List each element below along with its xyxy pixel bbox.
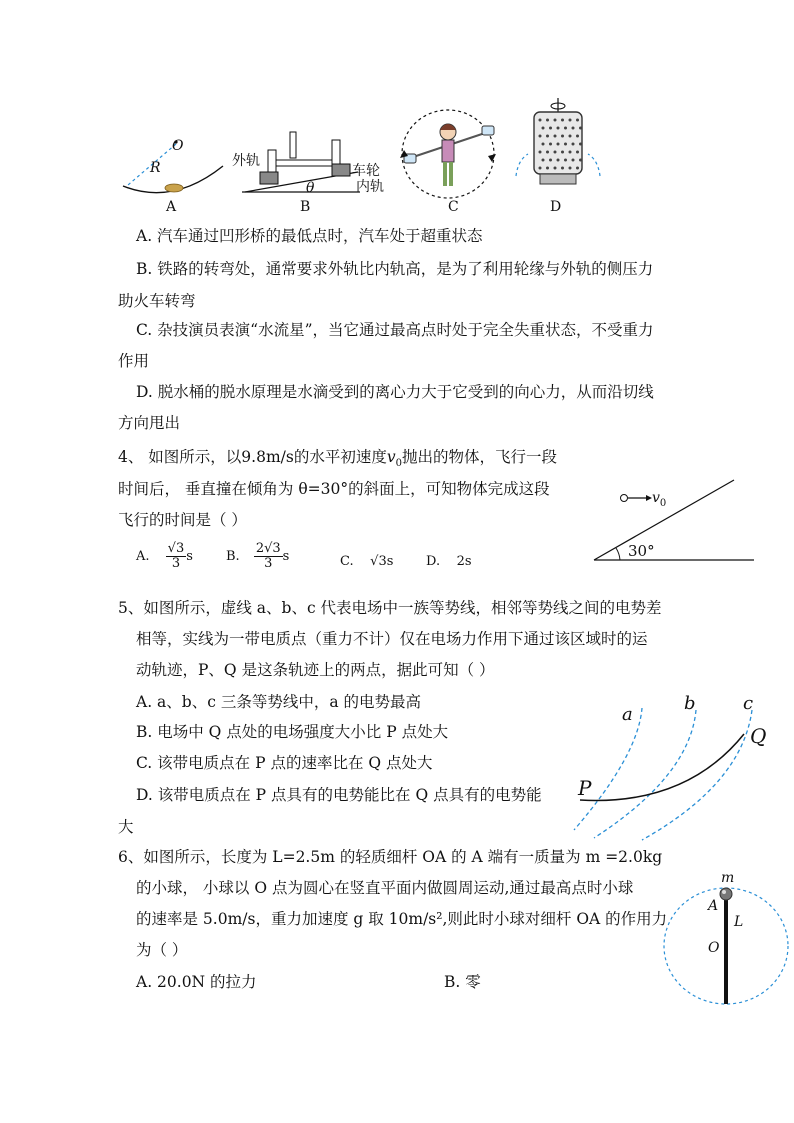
q5-stem-line2: 相等，实线为一带电质点（重力不计）仅在电场力作用下通过该区域时的运	[136, 630, 648, 648]
figure-c-water-meteor	[398, 106, 498, 202]
q5-option-d-line1: D. 该带电质点在 P 点具有的电势能比在 Q 点具有的电势能	[136, 786, 542, 804]
q5-figure-label-p: P	[578, 776, 592, 800]
q4-option-d: D. 2s	[426, 554, 472, 569]
figure-label-d: D	[550, 199, 562, 215]
q4-stem-line2: 时间后， 垂直撞在倾角为 θ=30°的斜面上，可知物体完成这段	[118, 480, 550, 498]
q6-stem-line4: 为（ ）	[136, 941, 188, 959]
q6-stem-line3: 的速率是 5.0m/s，重力加速度 g 取 10m/s²,则此时小球对细杆 OA 的作用力	[136, 910, 668, 928]
q5-stem-line3: 动轨迹，P、Q 是这条轨迹上的两点，据此可知（ ）	[136, 661, 495, 679]
q6-option-a: A. 20.0N 的拉力	[136, 973, 257, 991]
figure-b-outer-rail-label: 外轨	[232, 153, 260, 169]
q6-option-b: B. 零	[444, 973, 481, 991]
q6-figure-label-l: L	[734, 914, 744, 930]
figure-b-wheel-label: 车轮	[352, 163, 380, 179]
q4-option-b: B. $\frac{2√3}{3}$ s	[226, 541, 290, 571]
q6-figure-label-o: O	[708, 940, 720, 956]
q3-option-d-line2: 方向甩出	[118, 414, 181, 432]
q5-option-d-line2: 大	[118, 818, 134, 836]
figure-b-inner-rail-label: 内轨	[356, 179, 384, 195]
q4-option-c: C. √3s	[340, 554, 394, 569]
q5-equipotential-figure	[566, 696, 776, 842]
q3-option-c-line1: C. 杂技演员表演“水流星”，当它通过最高点时处于完全失重状态，不受重力	[136, 321, 654, 339]
q4-incline-figure	[592, 474, 756, 564]
figure-a-label-r: R	[150, 160, 161, 176]
q6-stem-line2: 的小球， 小球以 O 点为圆心在竖直平面内做圆周运动,通过最高点时小球	[136, 879, 634, 897]
q4-figure-v0-label: $v_0$	[652, 490, 667, 509]
q6-circular-motion-figure	[660, 880, 792, 1010]
q5-figure-label-a: a	[622, 704, 633, 725]
q5-option-a: A. a、b、c 三条等势线中，a 的电势最高	[136, 693, 421, 711]
q3-option-d-line1: D. 脱水桶的脱水原理是水滴受到的离心力大于它受到的向心力，从而沿切线	[136, 383, 654, 401]
figure-label-b: B	[300, 199, 311, 215]
q5-figure-label-c: c	[743, 693, 754, 714]
figure-label-c: C	[448, 199, 459, 215]
figure-d-spin-dryer	[510, 98, 606, 198]
q3-option-b-line1: B. 铁路的转弯处，通常要求外轨比内轨高，是为了利用轮缘与外轨的侧压力	[136, 260, 654, 278]
figure-a-label-o: O	[172, 138, 184, 154]
q3-option-b-line2: 助火车转弯	[118, 292, 196, 310]
q3-option-a: A. 汽车通过凹形桥的最低点时，汽车处于超重状态	[136, 227, 483, 245]
q4-stem-line3: 飞行的时间是（ ）	[118, 511, 247, 529]
q5-option-c: C. 该带电质点在 P 点的速率比在 Q 点处大	[136, 754, 433, 772]
q6-figure-label-m: m	[721, 870, 735, 886]
q6-figure-label-a: A	[708, 898, 719, 914]
q5-option-b: B. 电场中 Q 点处的电场强度大小比 P 点处大	[136, 723, 449, 741]
figure-b-theta-label: θ	[306, 180, 315, 196]
q5-stem-line1: 5、如图所示，虚线 a、b、c 代表电场中一族等势线，相邻等势线之间的电势差	[118, 599, 662, 617]
q5-figure-label-b: b	[684, 693, 696, 714]
q4-option-a: A. $\frac{√3}{3}$ s	[136, 541, 193, 571]
q3-option-c-line2: 作用	[118, 352, 150, 370]
q6-stem-line1: 6、如图所示，长度为 L=2.5m 的轻质细杆 OA 的 A 端有一质量为 m =2.0kg	[118, 848, 663, 866]
q5-figure-label-q: Q	[750, 724, 767, 748]
figure-label-a: A	[166, 199, 177, 215]
q4-stem-line1: 4、 如图所示，以9.8m/s的水平初速度$v_0$抛出的物体，飞行一段	[118, 448, 557, 470]
q4-figure-angle-label: 30°	[628, 542, 655, 560]
